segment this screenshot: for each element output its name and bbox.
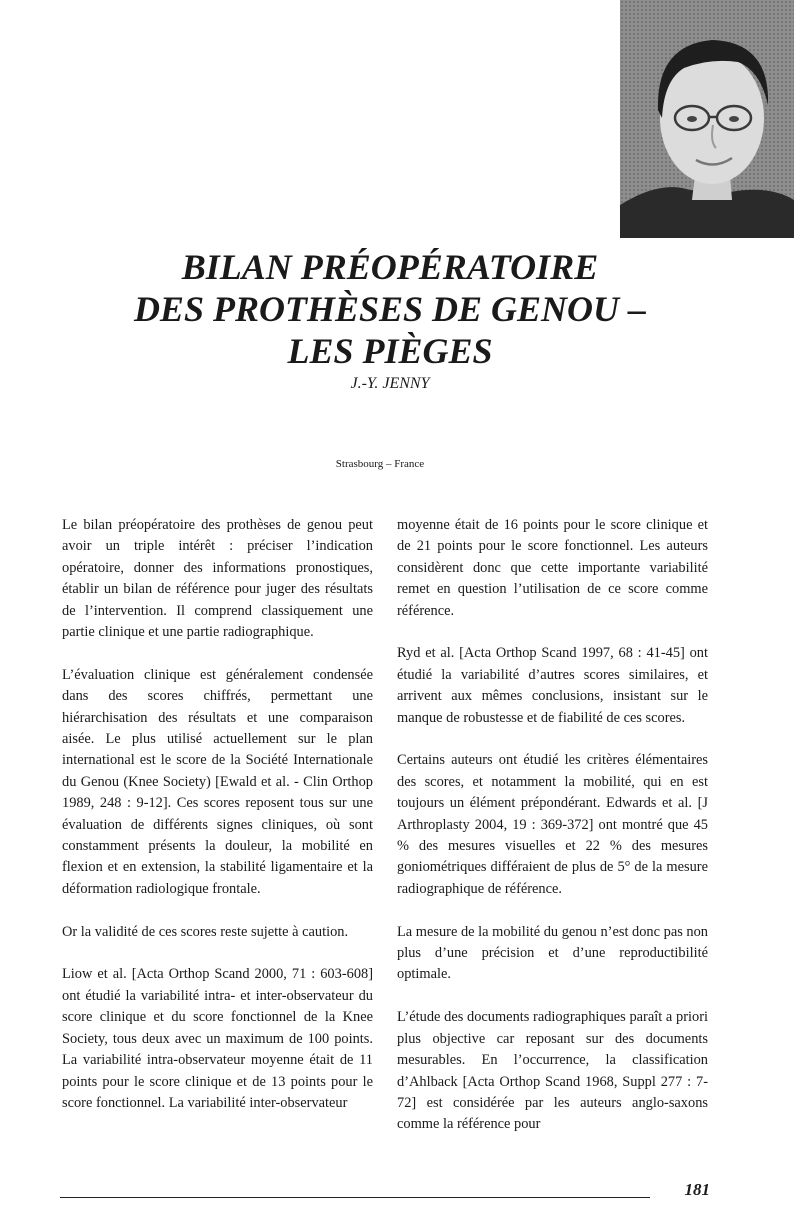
paragraph: L’étude des documents radiographiques paraît a priori plus objective car reposant sur des documents mesurables. En l’occurrence, la classification d’Ahlback [Acta Orthop Scand 1968, Suppl 277 : 7-72] est considérée par les auteurs anglo-saxons comme la référence pour [397, 1009, 708, 1133]
text-column-right [397, 515, 708, 1157]
paragraph: Le bilan préopératoire des prothèses de genou peut avoir un triple intérêt : préciser l’indication opératoire, donner des informations pronostiques, établir un bilan de référence pour juger des résultats de l’intervention. Il comprend classiquement une partie clinique et une partie radiographique. [62, 517, 373, 641]
author-affiliation: Strasbourg – France [335, 458, 425, 470]
author-portrait [620, 0, 794, 238]
paragraph: Certains auteurs ont étudié les critères élémentaires des scores, et notamment la mobilité, qui en est toujours un élément prépondérant. Edwards et al. [J Arthroplasty 2004, 19 : 369-372] ont montré que 45 % des mesures visuelles et 22 % des mesures goniométriques différaient de plus de 5° de la mesure radiographique de référence. [397, 752, 708, 897]
paragraph: Ryd et al. [Acta Orthop Scand 1997, 68 : 41-45] ont étudié la variabilité d’autres scores similaires, et arrivent aux mêmes conclusions, insistant sur le manque de robustesse et de fiabilité de ces scores. [397, 645, 708, 726]
paragraph: Or la validité de ces scores reste sujette à caution. [62, 923, 349, 940]
page-number: 181 [684, 1180, 710, 1199]
paragraph: La mesure de la mobilité du genou n’est donc pas non plus d’une précision et d’une reproductibilité optimale. [397, 923, 708, 983]
author-name: J.-Y. JENNY [350, 375, 430, 392]
title-line: BILAN PRÉOPÉRATOIRE [181, 247, 599, 287]
paragraph: moyenne était de 16 points pour le score clinique et de 21 points pour le score fonctionnel. Les auteurs considèrent donc que cette importante variabilité remet en question l’utilisation de ce score comme référence. [397, 517, 708, 619]
article-title [120, 246, 660, 372]
title-line: LES PIÈGES [287, 331, 493, 371]
paragraph: Liow et al. [Acta Orthop Scand 2000, 71 : 603-608] ont étudié la variabilité intra- et inter-observateur du score clinique et du score fonctionnel de la Knee Society, tous deux avec un maximum de 100 points. La variabilité intra-observateur moyenne était de 11 points pour le score clinique et de 13 points pour le score fonctionnel. La variabilité inter-observateur [62, 966, 373, 1111]
title-line: DES PROTHÈSES DE GENOU – [133, 289, 647, 329]
paragraph: L’évaluation clinique est généralement condensée dans des scores chiffrés, permettant une hiérarchisation des résultats et une comparaison aisée. Le plus utilisé actuellement sur le plan international est le score de la Société Internationale du Genou (Knee Society) [Ewald et al. - Clin Orthop 1989, 248 : 9-12]. Ces scores reposent tous sur une évaluation de différents signes cliniques, où sont constamment présents la douleur, la mobilité en flexion et en extension, la stabilité ligamentaire et la déformation radiologique frontale. [62, 666, 373, 897]
author-portrait-image [620, 0, 794, 238]
text-column-left [62, 515, 373, 1136]
footer-rule [60, 1197, 650, 1198]
